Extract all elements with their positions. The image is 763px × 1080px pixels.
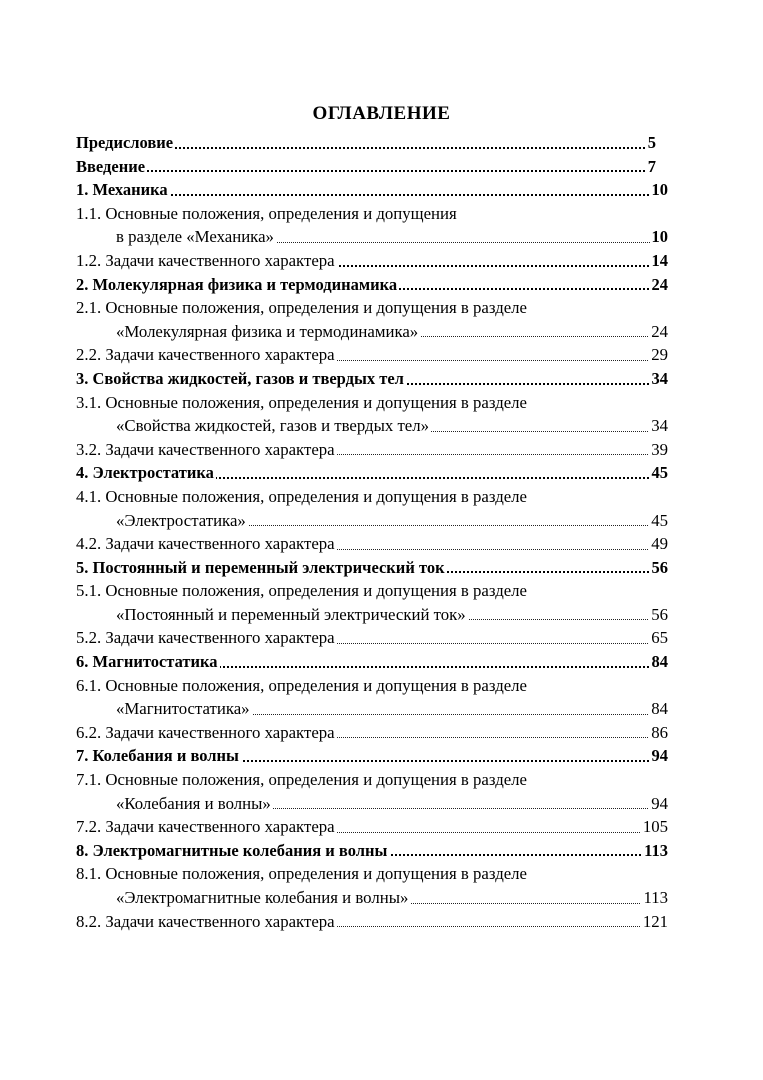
toc-entry-intro[interactable]: [76, 155, 656, 179]
toc-entry-8-1[interactable]: [116, 886, 668, 910]
toc-entry-title: 1. Механика: [76, 178, 170, 202]
toc-entry-title: 5. Постоянный и переменный электрический ток: [76, 556, 447, 580]
toc-entry-1-2[interactable]: [76, 249, 668, 273]
toc-entry-chapter-7[interactable]: [76, 744, 668, 768]
toc-entry-chapter-8[interactable]: [76, 839, 668, 863]
toc-entry-4-1-line1[interactable]: 4.1. Основные положения, определения и допущения в разделе: [76, 486, 528, 506]
toc-page-number: 56: [649, 603, 668, 627]
toc-page-number: 65: [649, 626, 668, 650]
toc-entry-title: 5.2. Задачи качественного характера: [76, 626, 337, 650]
toc-entry-8-1-line1[interactable]: 8.1. Основные положения, определения и допущения в разделе: [76, 864, 528, 884]
toc-entry-title: 1.2. Задачи качественного характера: [76, 249, 337, 273]
toc-entry-title: 4.2. Задачи качественного характера: [76, 532, 337, 556]
toc-entry-title: 7. Колебания и волны: [76, 744, 241, 768]
toc-entry-6-1-line1[interactable]: 6.1. Основные положения, определения и допущения в разделе: [76, 675, 528, 695]
toc-entry-title: «Магнитостатика»: [116, 697, 252, 721]
toc-page-number: 113: [641, 886, 668, 910]
toc-page-number: 10: [650, 178, 669, 202]
toc-entry-2-1[interactable]: [116, 320, 668, 344]
toc-entry-6-1[interactable]: [116, 697, 668, 721]
toc-page-number: 84: [650, 650, 669, 674]
toc-entry-title: 3.2. Задачи качественного характера: [76, 438, 337, 462]
toc-entry-title: 8.2. Задачи качественного характера: [76, 910, 337, 934]
toc-entry-4-1[interactable]: [116, 509, 668, 533]
toc-page-number: 45: [650, 461, 669, 485]
toc-entry-7-1[interactable]: [116, 792, 668, 816]
toc-entry-chapter-2[interactable]: [76, 273, 668, 297]
toc-entry-5-1[interactable]: [116, 603, 668, 627]
toc-page-number: 7: [646, 155, 656, 179]
toc-entry-2-1-line1[interactable]: 2.1. Основные положения, определения и допущения в разделе: [76, 298, 528, 318]
toc-entry-title: 4. Электростатика: [76, 461, 216, 485]
toc-entry-title: Предисловие: [76, 131, 175, 155]
toc-page-number: 94: [649, 792, 668, 816]
table-of-contents: [0, 131, 763, 933]
toc-entry-chapter-1[interactable]: [76, 178, 668, 202]
toc-entry-title: 2. Молекулярная физика и термодинамика: [76, 273, 399, 297]
toc-entry-title: 6.2. Задачи качественного характера: [76, 721, 337, 745]
toc-entry-chapter-5[interactable]: [76, 556, 668, 580]
toc-page-number: 94: [650, 744, 669, 768]
toc-entry-7-1-line1[interactable]: 7.1. Основные положения, определения и допущения в разделе: [76, 770, 528, 790]
toc-entry-title: «Постоянный и переменный электрический ток»: [116, 603, 468, 627]
toc-entry-title: Введение: [76, 155, 147, 179]
toc-page-number: 121: [641, 910, 668, 934]
toc-page-number: 34: [650, 367, 669, 391]
toc-page-number: 113: [642, 839, 668, 863]
toc-entry-title: 7.2. Задачи качественного характера: [76, 815, 337, 839]
toc-page-number: 29: [649, 343, 668, 367]
toc-page-number: 24: [649, 320, 668, 344]
toc-entry-title: «Электромагнитные колебания и волны»: [116, 886, 410, 910]
toc-entry-chapter-6[interactable]: [76, 650, 668, 674]
toc-entry-title: в разделе «Механика»: [116, 225, 276, 249]
toc-page-number: 14: [650, 249, 669, 273]
toc-page-number: 10: [650, 225, 669, 249]
toc-page-number: 24: [650, 273, 669, 297]
toc-entry-1-1[interactable]: [116, 225, 668, 249]
toc-page-number: 105: [641, 815, 668, 839]
toc-page-number: 39: [649, 438, 668, 462]
toc-entry-1-1-line1[interactable]: 1.1. Основные положения, определения и допущения: [76, 203, 457, 223]
toc-entry-4-2[interactable]: [76, 532, 668, 556]
toc-entry-title: 8. Электромагнитные колебания и волны: [76, 839, 389, 863]
toc-entry-3-2[interactable]: [76, 438, 668, 462]
page-title: ОГЛАВЛЕНИЕ: [312, 103, 451, 124]
toc-entry-2-2[interactable]: [76, 343, 668, 367]
toc-entry-8-2[interactable]: [76, 910, 668, 934]
toc-entry-5-2[interactable]: [76, 626, 668, 650]
toc-page-number: 86: [649, 721, 668, 745]
toc-page-number: 49: [649, 532, 668, 556]
toc-page-number: 84: [649, 697, 668, 721]
toc-entry-preface[interactable]: [76, 131, 656, 155]
toc-entry-title: 6. Магнитостатика: [76, 650, 220, 674]
toc-entry-3-1-line1[interactable]: 3.1. Основные положения, определения и допущения в разделе: [76, 392, 528, 412]
toc-page-number: 5: [646, 131, 656, 155]
toc-page-number: 34: [649, 414, 668, 438]
toc-entry-7-2[interactable]: [76, 815, 668, 839]
toc-page-number: 56: [650, 556, 669, 580]
toc-entry-chapter-3[interactable]: [76, 367, 668, 391]
toc-entry-title: «Молекулярная физика и термодинамика»: [116, 320, 420, 344]
toc-entry-title: 3. Свойства жидкостей, газов и твердых тел: [76, 367, 406, 391]
toc-entry-title: «Колебания и волны»: [116, 792, 273, 816]
toc-entry-6-2[interactable]: [76, 721, 668, 745]
toc-entry-title: «Свойства жидкостей, газов и твердых тел»: [116, 414, 431, 438]
dot-leader: [76, 170, 656, 172]
toc-entry-title: «Электростатика»: [116, 509, 248, 533]
toc-page-number: 45: [649, 509, 668, 533]
toc-entry-chapter-4[interactable]: [76, 461, 668, 485]
toc-entry-5-1-line1[interactable]: 5.1. Основные положения, определения и допущения в разделе: [76, 581, 528, 601]
toc-entry-3-1[interactable]: [116, 414, 668, 438]
toc-entry-title: 2.2. Задачи качественного характера: [76, 343, 337, 367]
